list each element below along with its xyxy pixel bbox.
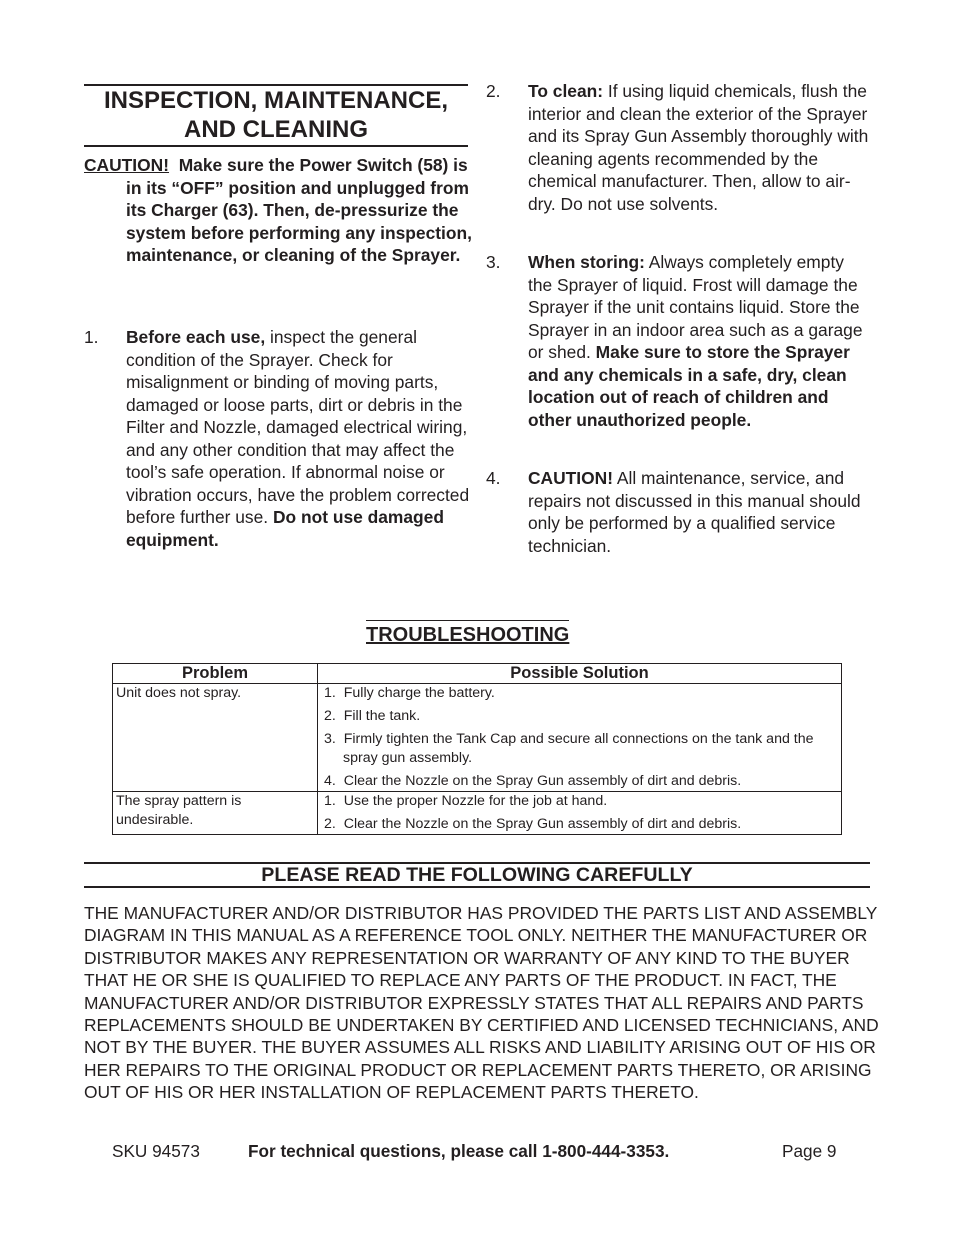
section-title	[84, 84, 468, 147]
header-problem: Problem	[113, 664, 318, 684]
item-number: 3.	[486, 252, 501, 272]
table-header-row	[113, 664, 842, 684]
table-row	[113, 684, 842, 792]
solution-cell	[318, 684, 842, 792]
footer-tech-support: For technical questions, please call 1-800-444-3353.	[248, 1141, 670, 1161]
caution-text: Make sure the Power Switch (58) is in its “OFF” position and unplugged from its Charger (63). Then, de-pressurize the system before performing any inspection, maintenance, or cleaning of the Sprayer.	[126, 155, 472, 265]
please-read-body: THE MANUFACTURER AND/OR DISTRIBUTOR HAS PROVIDED THE PARTS LIST AND ASSEMBLY DIAGRAM IN THIS MANUAL AS A REFERENCE TOOL ONLY. NEITHER THE MANUFACTURER OR DISTRIBUTOR MAKES ANY REPRESENTATION OR WARRANTY OF ANY KIND TO THE BUYER THAT HE OR SHE IS QUALIFIED TO REPLACE ANY PARTS OF THE PRODUCT. IN FACT, THE MANUFACTURER AND/OR DISTRIBUTOR EXPRESSLY STATES THAT ALL REPAIRS AND PARTS REPLACEMENTS SHOULD BE UNDERTAKEN BY CERTIFIED AND LICENSED TECHNICIANS, AND NOT BY THE BUYER. THE BUYER ASSUMES ALL RISKS AND LIABILITY ARISING OUT OF HIS OR HER REPAIRS TO THE ORIGINAL PRODUCT OR REPLACEMENT PARTS THERETO, OR ARISING OUT OF HIS OR HER INSTALLATION OF REPLACEMENT PARTS THERETO.	[84, 903, 879, 1103]
item-lead: Before each use,	[126, 327, 266, 347]
item-lead: To clean:	[528, 81, 604, 101]
caution-label: CAUTION!	[84, 155, 170, 175]
item-text: inspect the general condition of the Sprayer. Check for misalignment or binding of moving parts, damaged or loose parts, dirt or debris in the Filter and Nozzle, damaged electrical wiring, and any other condition that may affect the tool’s safe operation. If abnormal noise or vibration occurs, have the problem corrected before further use.	[126, 327, 470, 527]
solution-item: 1. Fully charge the battery.	[324, 685, 495, 701]
troubleshooting-title: TROUBLESHOOTING	[366, 620, 569, 648]
header-solution: Possible Solution	[318, 664, 842, 684]
item-number: 4.	[486, 468, 501, 488]
section-title-line2: AND CLEANING	[184, 116, 368, 143]
problem-cell: Unit does not spray.	[113, 684, 318, 792]
item-text: All maintenance, service, and repairs not discussed in this manual should only be performed by a qualified service technician.	[528, 468, 861, 556]
troubleshooting-table	[112, 663, 842, 835]
item-lead: CAUTION!	[528, 468, 614, 488]
item-number: 2.	[486, 81, 501, 101]
table-row	[113, 792, 842, 835]
section-title-line1: INSPECTION, MAINTENANCE,	[103, 87, 448, 114]
problem-cell: The spray pattern is undesirable.	[113, 792, 318, 835]
item-trail: Do not use damaged equipment.	[126, 507, 444, 550]
item-text: Always completely empty the Sprayer of liquid. Frost will damage the Sprayer if the unit contains liquid. Store the Sprayer in an indoor area such as a garage or shed.	[528, 252, 863, 362]
item-lead: When storing:	[528, 252, 645, 272]
solution-item: 3. Firmly tighten the Tank Cap and secure all connections on the tank and the spray gun assembly.	[324, 731, 814, 766]
caution-notice	[84, 154, 474, 267]
please-read-title: PLEASE READ THE FOLLOWING CAREFULLY	[84, 862, 870, 888]
solution-item: 1. Use the proper Nozzle for the job at hand.	[324, 793, 608, 809]
solution-item: 2. Clear the Nozzle on the Spray Gun assembly of dirt and debris.	[324, 816, 742, 832]
solution-item: 4. Clear the Nozzle on the Spray Gun assembly of dirt and debris.	[324, 773, 742, 789]
solution-cell	[318, 792, 842, 835]
footer-sku: SKU 94573	[112, 1141, 200, 1161]
item-trail: Make sure to store the Sprayer and any chemicals in a safe, dry, clean location out of reach of children and other unauthorized people.	[528, 342, 850, 430]
footer-page-number: Page 9	[782, 1141, 837, 1161]
item-number: 1.	[84, 327, 99, 347]
solution-item: 2. Fill the tank.	[324, 708, 421, 724]
item-text: If using liquid chemicals, flush the interior and clean the exterior of the Sprayer and its Spray Gun Assembly thoroughly with cleaning agents recommended by the chemical manufacturer. Then, allow to air-dry. Do not use solvents.	[528, 81, 869, 214]
